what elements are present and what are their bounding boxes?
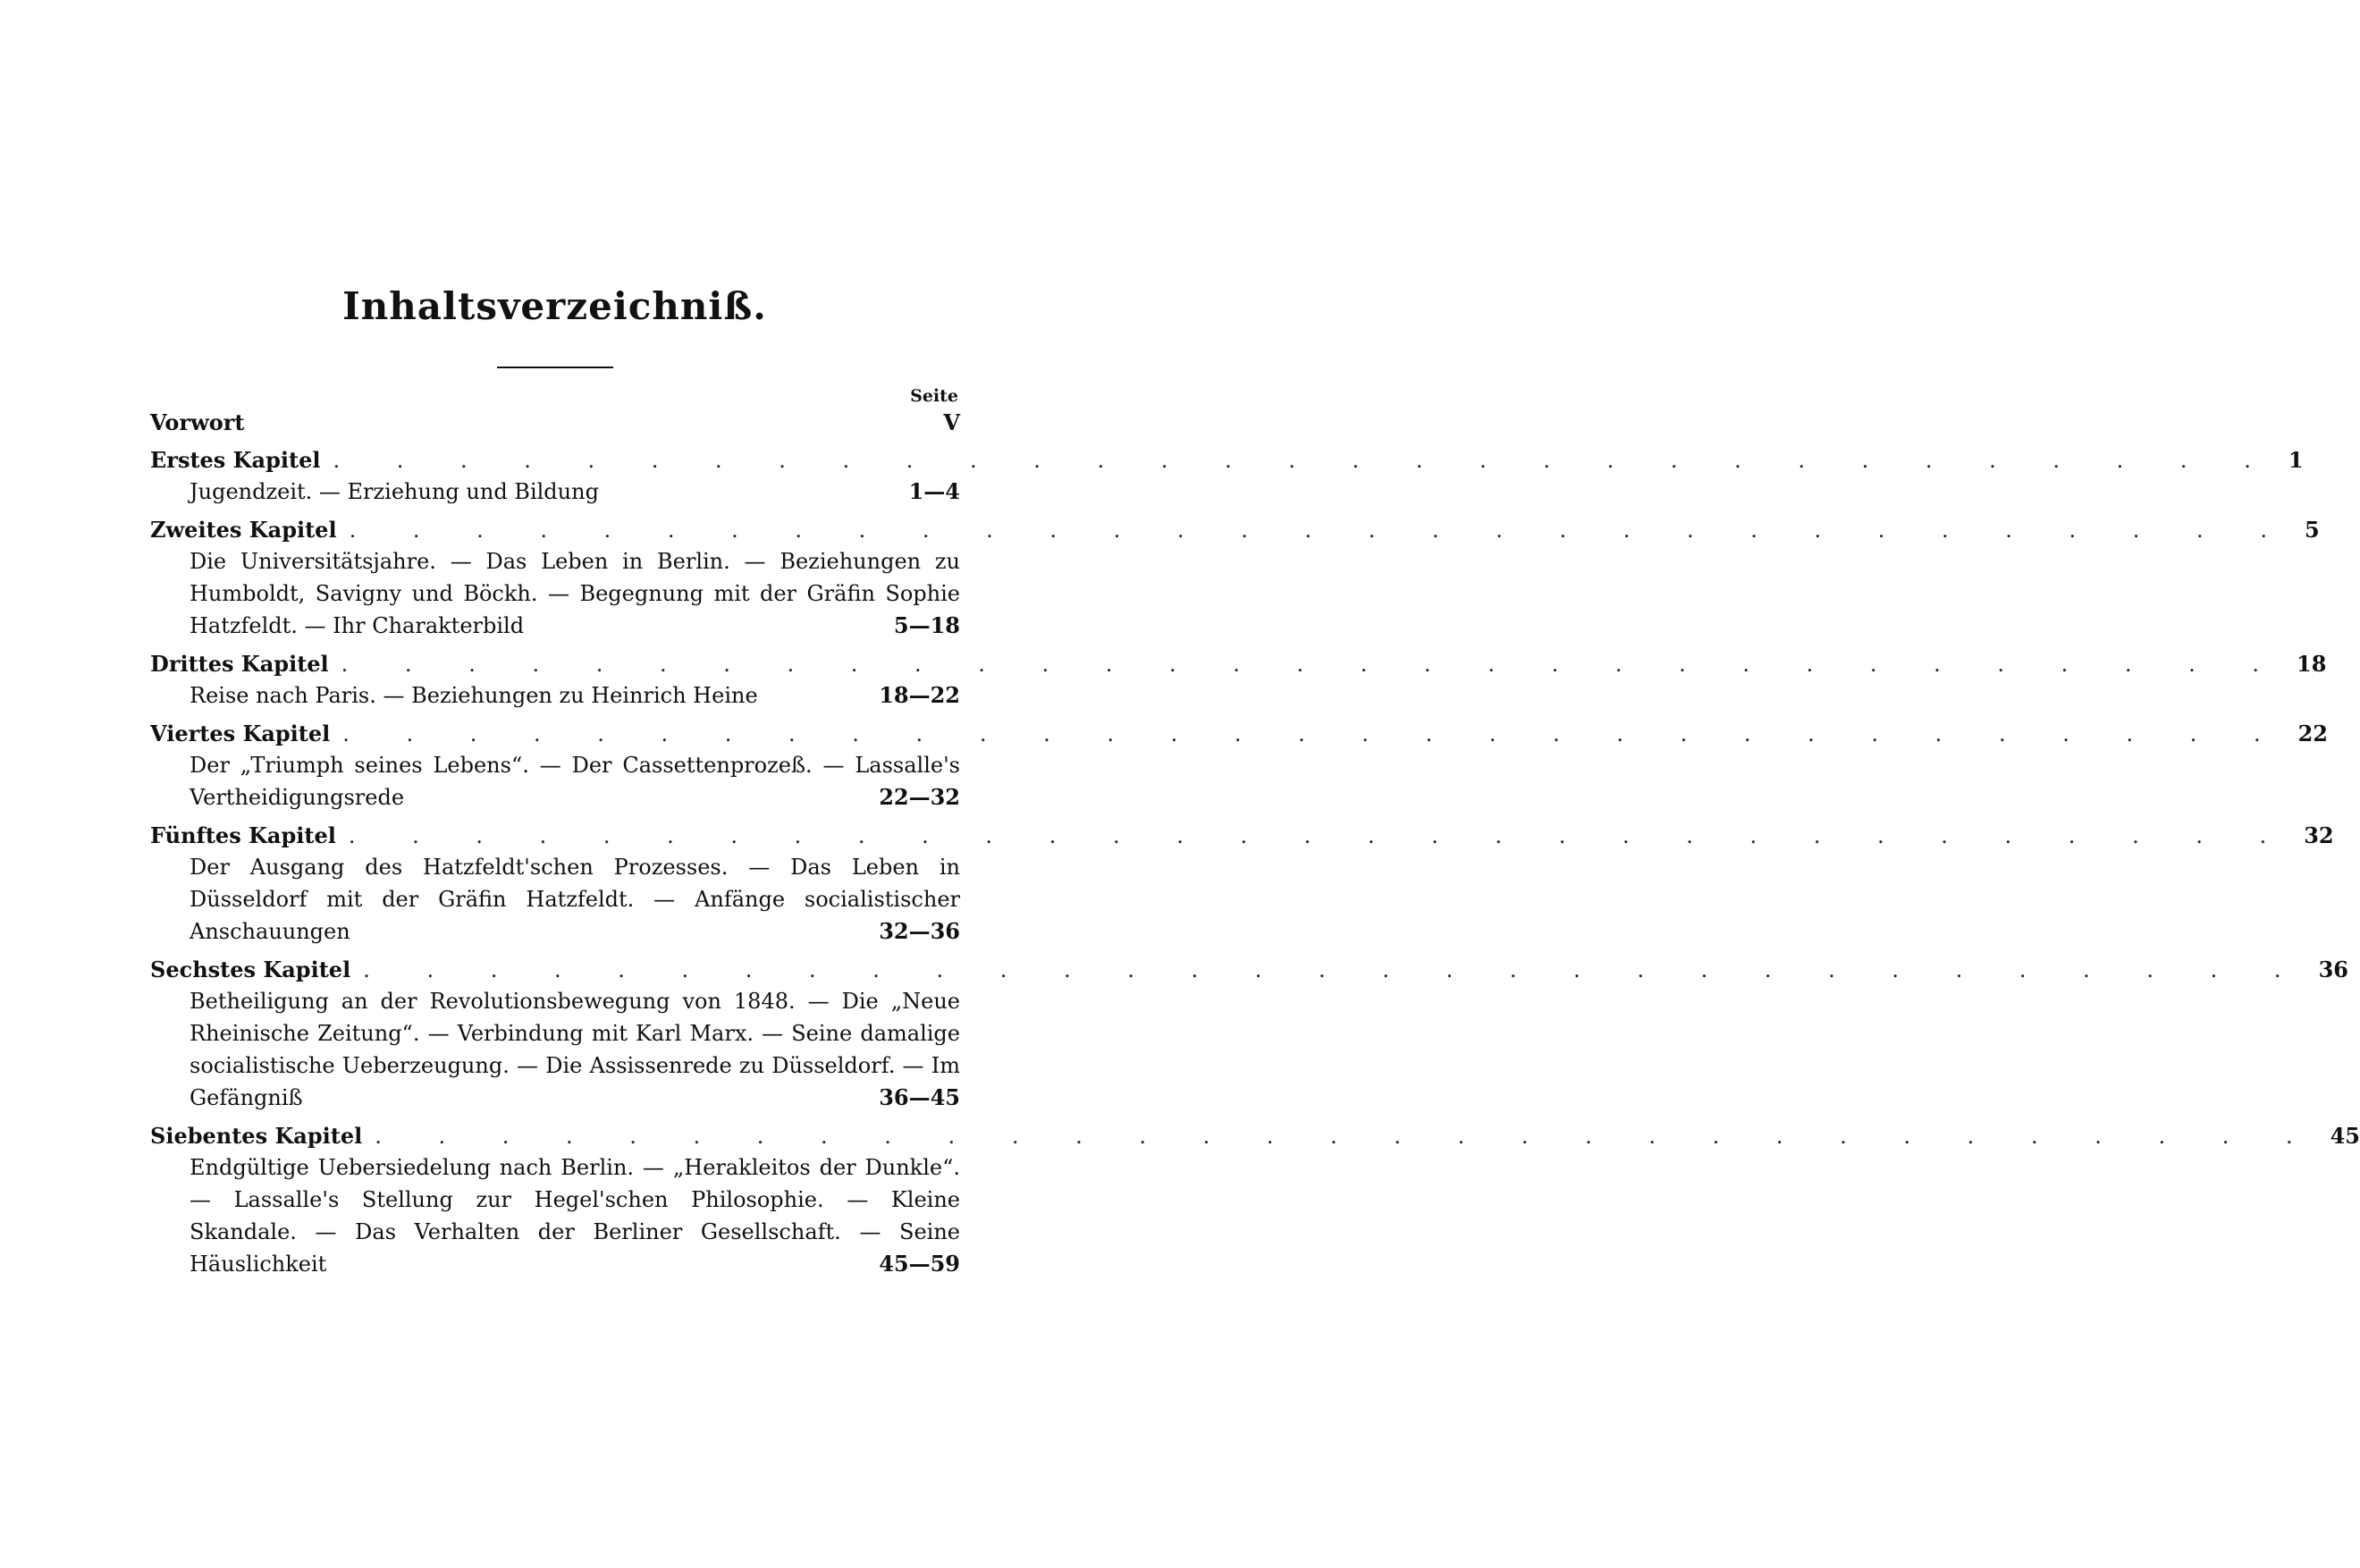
chapter-summary: [190, 1151, 960, 1280]
summary-text: Die Universitätsjahre. — Das Leben in Berlin. — Beziehungen zu Humboldt, Savigny und Böckh. — Begegnung mit der Gräfin Sophie Hatzfeldt. — Ihr Charakterbild: [190, 549, 960, 638]
summary-page-range: 18—22: [879, 682, 960, 708]
page-column-label: Seite: [910, 386, 958, 406]
dot-leader: . . . . . . . . . . . . . . . . . . . . . . . . . . . . . . .: [375, 1124, 2318, 1149]
summary-page-range: 32—36: [879, 918, 960, 944]
summary-page-range: 36—45: [879, 1084, 960, 1110]
chapter-title: Erstes Kapitel: [150, 447, 321, 473]
dot-leader: . . . . . . . . . . . . . . . . . . . . . . . . . . . . . . .: [348, 823, 2292, 848]
chapter-heading-line: [150, 821, 2334, 851]
chapter-page-number: 18: [2297, 651, 2327, 677]
chapter-title: Sechstes Kapitel: [150, 957, 351, 982]
toc-entry: [150, 719, 2329, 814]
chapter-page-number: 45: [2330, 1123, 2360, 1149]
chapter-page-number: 1: [2288, 447, 2304, 473]
dot-leader: . . . . . . . . . . . . . . . . . . . . . . . . . . . . . . .: [342, 721, 2286, 746]
summary-text: Der „Triumph seines Lebens“. — Der Cassettenprozeß. — Lassalle's Vertheidigungsrede: [190, 753, 960, 810]
summary-text: Der Ausgang des Hatzfeldt'schen Prozesses. — Das Leben in Düsseldorf mit der Gräfin Hatzfeldt. — Anfänge socialistischer Anschauungen: [190, 855, 960, 944]
dot-leader: . . . . . . . . . . . . . . . . . . . . . . . . . . . . . . .: [341, 652, 2285, 677]
toc-entry: [150, 515, 2320, 642]
chapter-heading-line: [150, 1121, 2360, 1151]
summary-page-range: 22—32: [879, 784, 960, 810]
chapter-page-number: V: [943, 409, 960, 435]
chapter-title: Siebentes Kapitel: [150, 1123, 363, 1149]
summary-text: Jugendzeit. — Erziehung und Bildung: [190, 479, 599, 504]
chapter-page-number: 22: [2297, 721, 2329, 746]
summary-text: Betheiligung an der Revolutionsbewegung von 1848. — Die „Neue Rheinische Zeitung“. — Verbindung mit Karl Marx. — Seine damalige socialistische Ueberzeugung. — Die Assissenrede zu Düsseldorf. — Im Gefängniß: [190, 989, 960, 1110]
toc-entry: [150, 821, 2334, 948]
dot-leader: . . . . . . . . . . . . . . . . . . . . . . . . . . . . . . .: [333, 448, 2276, 473]
summary-page-range: 1—4: [908, 478, 960, 504]
toc-entry: [150, 1121, 2360, 1280]
chapter-page-number: 5: [2304, 517, 2320, 543]
summary-text: Reise nach Paris. — Beziehungen zu Heinrich Heine: [190, 683, 758, 708]
chapter-heading-line: [150, 515, 2320, 545]
chapter-summary: [190, 545, 960, 642]
chapter-summary: [190, 985, 960, 1114]
title-divider: [497, 367, 613, 368]
summary-text: Endgültige Uebersiedelung nach Berlin. — „Herakleitos der Dunkle“. — Lassalle's Stellung zur Hegel'schen Philosophie. — Kleine Skandale. — Das Verhalten der Berliner Gesellschaft. — Seine Häuslichkeit: [190, 1155, 960, 1277]
page-title: Inhaltsverzeichniß.: [342, 284, 767, 328]
dot-leader: . . . . . . . . . . . . . . . . . . . . . . . . . . . . . . .: [363, 957, 2306, 982]
table-of-contents: [150, 384, 2360, 1287]
chapter-summary: [190, 679, 960, 712]
chapter-heading-line: [150, 955, 2348, 985]
chapter-title: Drittes Kapitel: [150, 651, 329, 677]
toc-entry: [150, 649, 2327, 712]
toc-entry: [150, 408, 960, 438]
chapter-title: Fünftes Kapitel: [150, 822, 336, 848]
chapter-heading-line: [150, 408, 960, 438]
chapter-heading-line: [150, 649, 2327, 679]
chapter-page-number: 36: [2318, 957, 2348, 982]
chapter-heading-line: [150, 719, 2329, 749]
toc-entry: [150, 445, 2304, 508]
chapter-heading-line: [150, 445, 2304, 476]
toc-entry: [150, 955, 2348, 1114]
chapter-page-number: 32: [2304, 822, 2334, 848]
chapter-title: Viertes Kapitel: [150, 721, 331, 746]
summary-page-range: 5—18: [893, 612, 960, 638]
chapter-title: Vorwort: [150, 409, 245, 435]
summary-page-range: 45—59: [879, 1251, 960, 1277]
chapter-summary: [190, 749, 960, 814]
chapter-summary: [190, 851, 960, 948]
dot-leader: . . . . . . . . . . . . . . . . . . . . . . . . . . . . . . .: [349, 518, 2292, 543]
chapter-summary: [190, 476, 960, 508]
chapter-list: [150, 408, 2360, 1280]
chapter-title: Zweites Kapitel: [150, 517, 337, 543]
